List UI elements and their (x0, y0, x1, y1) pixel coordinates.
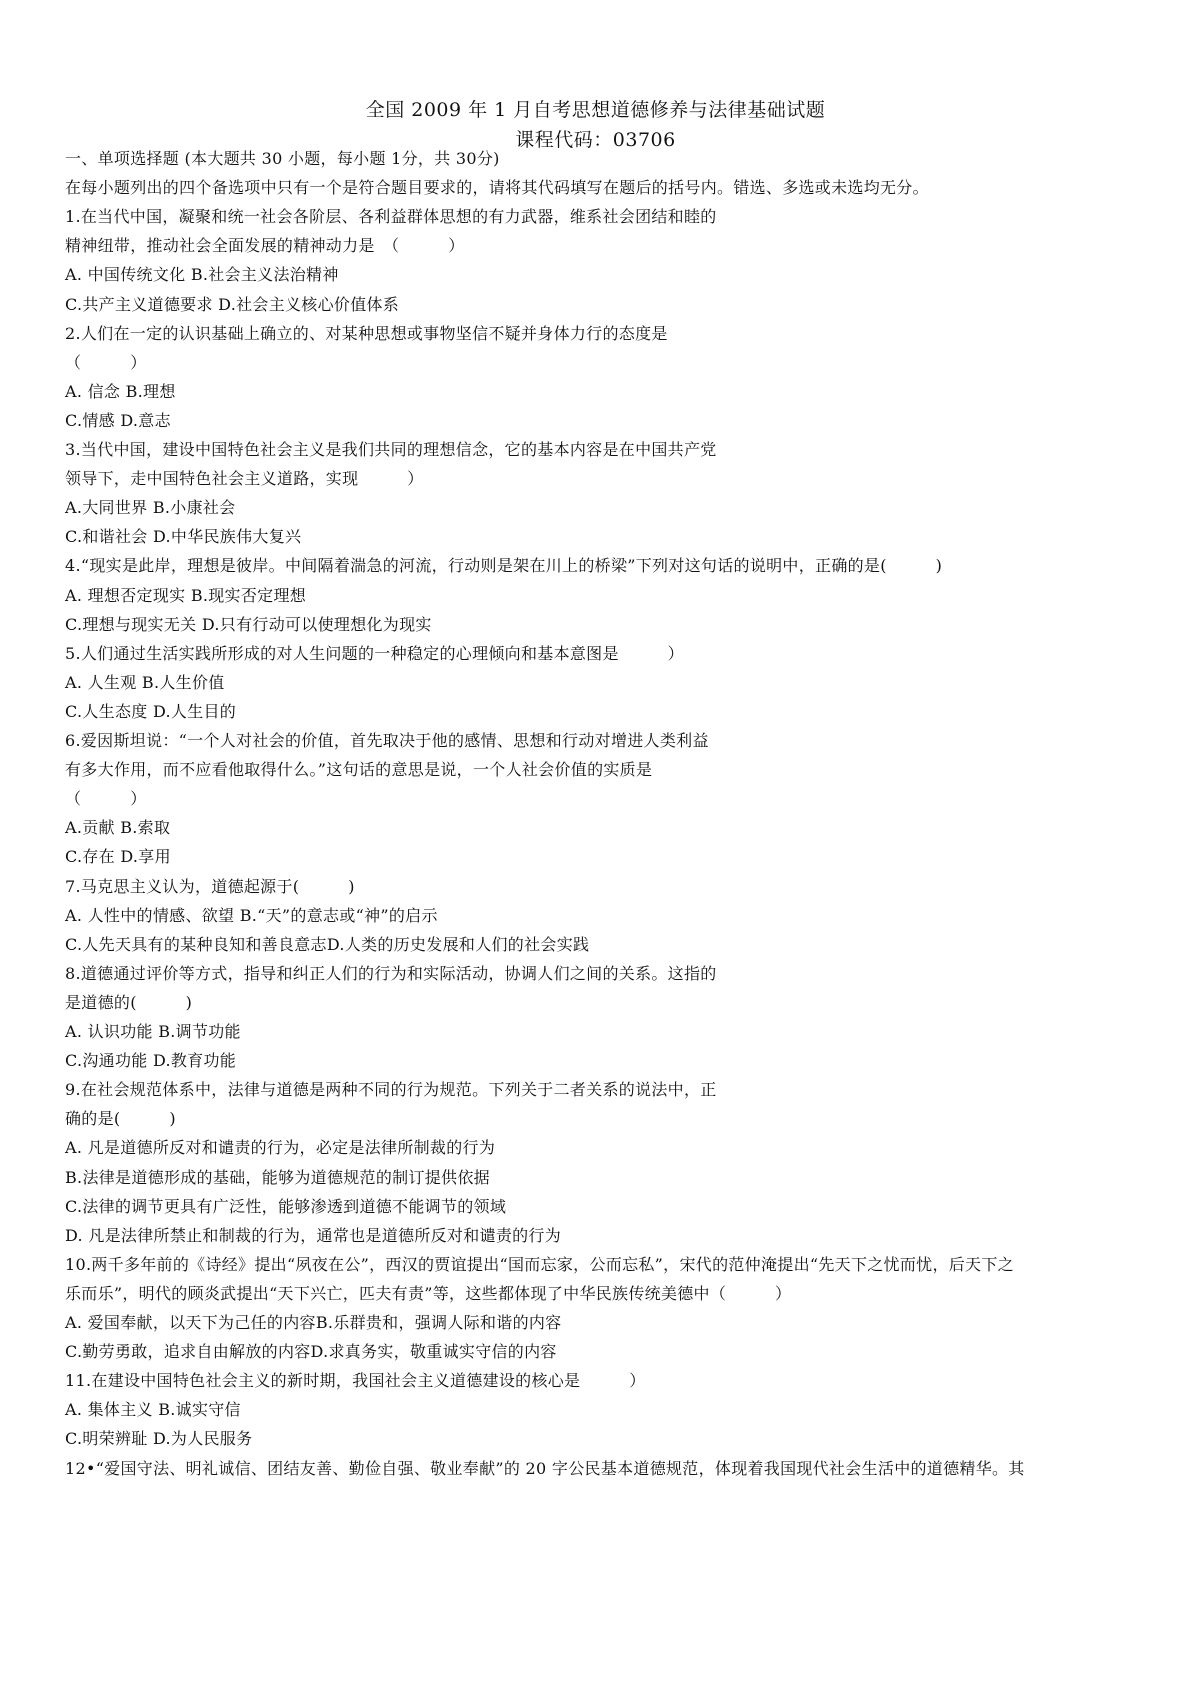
text-line: C.情感 D.意志 (65, 410, 171, 430)
text-line: B.法律是道德形成的基础，能够为道德规范的制订提供依据 (65, 1167, 490, 1187)
text-line: 5.人们通过生活实践所形成的对人生问题的一种稳定的心理倾向和基本意图是 ） (65, 643, 684, 663)
text-line: A.大同世界 B.小康社会 (65, 498, 236, 518)
text-line: A. 理想否定现实 B.现实否定理想 (65, 585, 307, 605)
text-line: 在每小题列出的四个备选项中只有一个是符合题目要求的，请将其代码填写在题后的括号内。错选、多选或未选均无分。 (65, 178, 929, 198)
text-line: C.理想与现实无关 D.只有行动可以使理想化为现实 (65, 614, 432, 634)
text-line: C.勤劳勇敢，追求自由解放的内容D.求真务实，敬重诚实守信的内容 (65, 1342, 557, 1362)
text-line: （ ） (65, 352, 147, 372)
text-line: C.和谐社会 D.中华民族伟大复兴 (65, 527, 302, 547)
text-line: C.明荣辨耻 D.为人民服务 (65, 1429, 253, 1449)
text-line: 7.马克思主义认为，道德起源于( ) (65, 876, 355, 896)
text-line: 3.当代中国，建设中国特色社会主义是我们共同的理想信念，它的基本内容是在中国共产党 (65, 440, 717, 459)
text-line: A. 中国传统文化 B.社会主义法治精神 (65, 265, 339, 285)
text-line: 领导下，走中国特色社会主义道路，实现 ） (65, 469, 424, 489)
text-line: 乐而乐”，明代的顾炎武提出“天下兴亡，匹夫有责”等，这些都体现了中华民族传统美德中（ ） (65, 1283, 792, 1303)
text-line: C.共产主义道德要求 D.社会主义核心价值体系 (65, 294, 400, 314)
text-line: 8.道德通过评价等方式，指导和纠正人们的行为和实际活动，协调人们之间的关系。这指的 (65, 963, 717, 983)
text-line: 10.两千多年前的《诗经》提出“夙夜在公”，西汉的贾谊提出“国而忘家，公而忘私”，宋代的范仲淹提出“先天下之忧而忧，后天下之 (65, 1254, 1014, 1274)
text-line: A. 集体主义 B.诚实守信 (65, 1400, 241, 1420)
text-line: A. 爱国奉献，以天下为己任的内容B.乐群贵和，强调人际和谐的内容 (65, 1313, 562, 1332)
exam-title: 全国 2009 年 1 月自考思想道德修养与法律基础试题 (365, 99, 826, 121)
text-line: A.贡献 B.索取 (65, 818, 171, 838)
text-line: 11.在建设中国特色社会主义的新时期，我国社会主义道德建设的核心是 ） (65, 1371, 646, 1391)
text-line: C.人先天具有的某种良知和善良意志D.人类的历史发展和人们的社会实践 (65, 934, 590, 954)
text-line: A. 人性中的情感、欲望 B.“天”的意志或“神”的启示 (65, 905, 438, 925)
text-line: A. 信念 B.理想 (65, 381, 176, 401)
text-line: 9.在社会规范体系中，法律与道德是两种不同的行为规范。下列关于二者关系的说法中，正 (65, 1080, 717, 1100)
text-line: C.法律的调节更具有广泛性，能够渗透到道德不能调节的领域 (65, 1196, 507, 1216)
text-line: 是道德的( ) (65, 992, 193, 1012)
text-line: 12•“爱国守法、明礼诚信、团结友善、勤俭自强、敬业奉献”的 20 字公民基本道德规范，体现着我国现代社会生活中的道德精华。其 (65, 1458, 1025, 1478)
text-line: 4.“现实是此岸，理想是彼岸。中间隔着湍急的河流，行动则是架在川上的桥梁”下列对这句话的说明中，正确的是( ) (65, 556, 943, 576)
text-line: C.人生态度 D.人生目的 (65, 701, 237, 721)
text-line: A. 凡是道德所反对和谴责的行为，必定是法律所制裁的行为 (65, 1138, 496, 1158)
text-line: 确的是( ) (65, 1109, 176, 1129)
text-line: 精神纽带，推动社会全面发展的精神动力是 （ ） (65, 236, 465, 256)
text-line: C.沟通功能 D.教育功能 (65, 1051, 237, 1071)
course-code: 课程代码：03706 (515, 129, 676, 151)
text-line: 一、单项选择题 (本大题共 30 小题，每小题 1分，共 30分) (65, 149, 500, 168)
text-line: 1.在当代中国，凝聚和统一社会各阶层、各利益群体思想的有力武器，维系社会团结和睦的 (65, 207, 717, 227)
text-line: 2.人们在一定的认识基础上确立的、对某种思想或事物坚信不疑并身体力行的态度是 (65, 323, 668, 343)
text-line: D. 凡是法律所禁止和制裁的行为，通常也是道德所反对和谴责的行为 (65, 1225, 562, 1245)
text-line: 6.爱因斯坦说：“一个人对社会的价值，首先取决于他的感情、思想和行动对增进人类利益 (65, 731, 709, 750)
text-line: 有多大作用，而不应看他取得什么。”这句话的意思是说，一个人社会价值的实质是 (65, 760, 653, 780)
text-line: A. 认识功能 B.调节功能 (65, 1022, 241, 1041)
text-line: （ ） (65, 789, 147, 809)
text-line: C.存在 D.享用 (65, 847, 171, 867)
text-line: A. 人生观 B.人生价值 (65, 672, 225, 692)
